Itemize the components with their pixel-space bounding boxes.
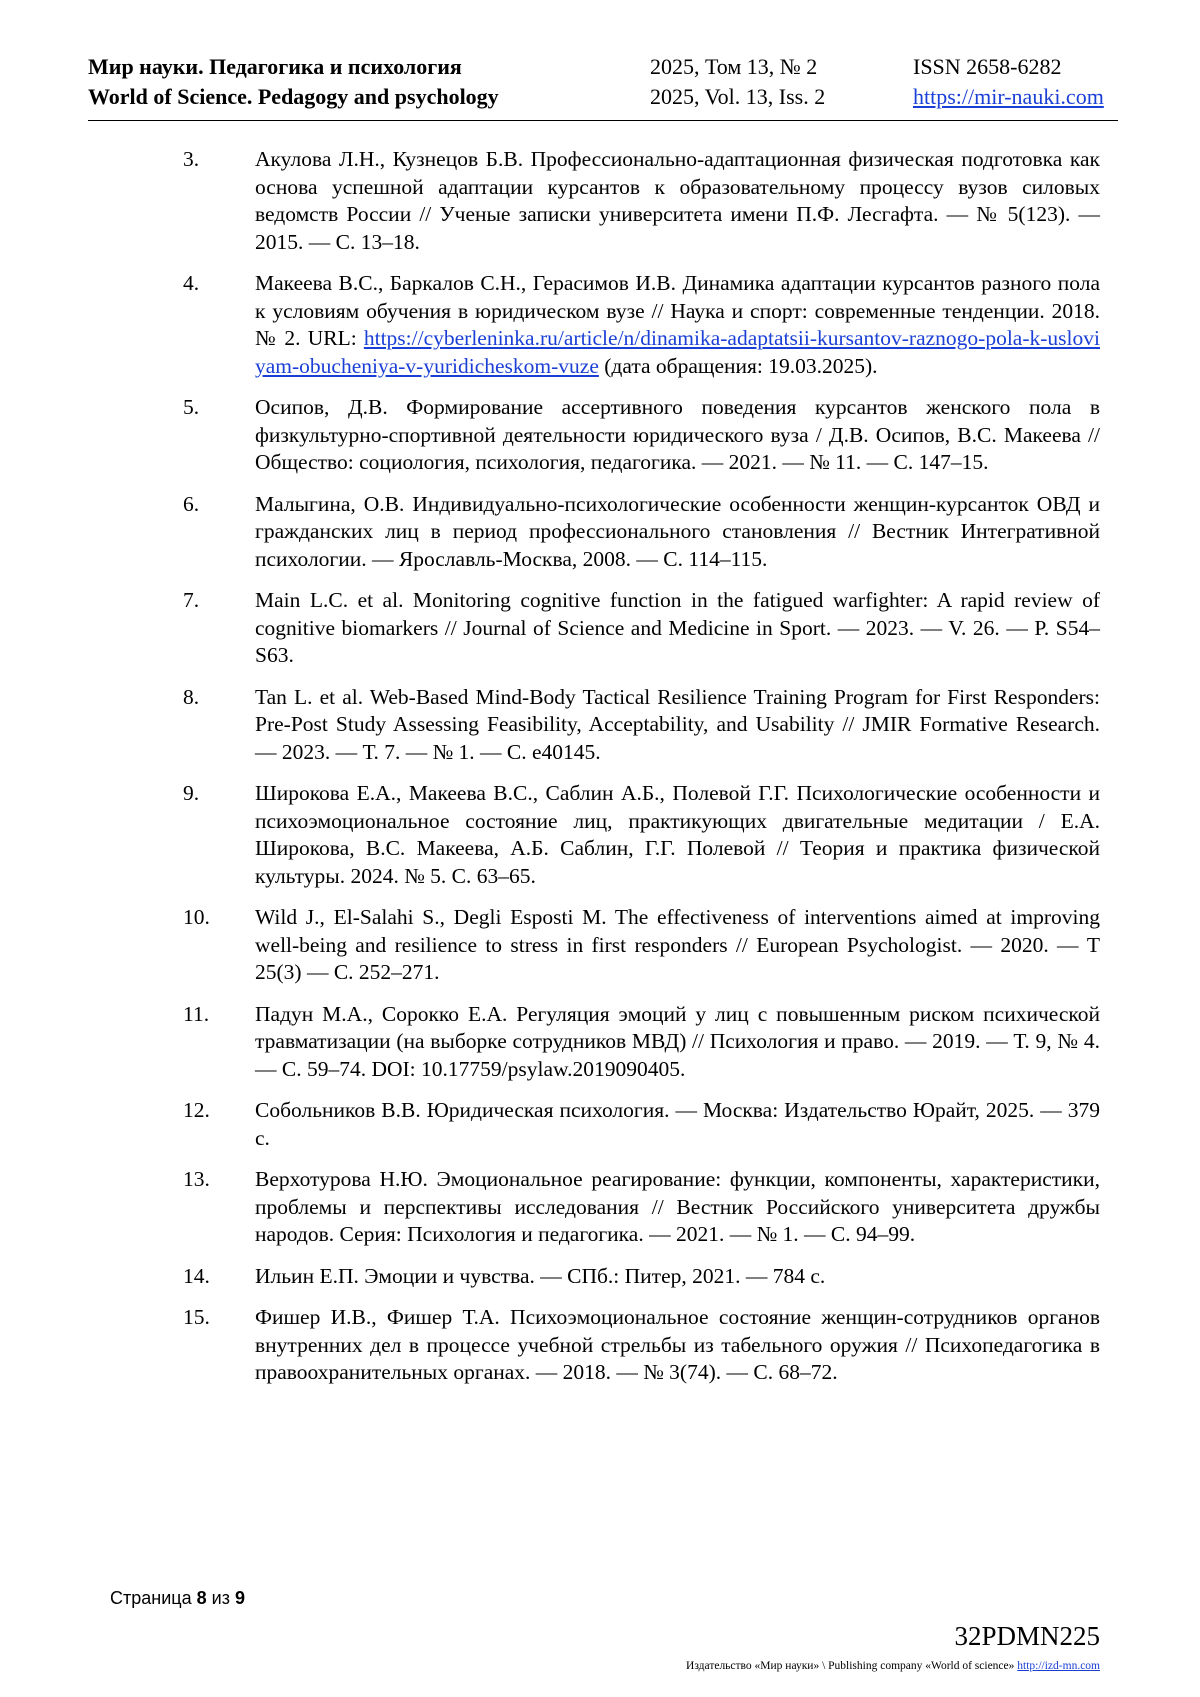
reference-item <box>183 1166 1100 1249</box>
reference-number: 9. <box>183 781 200 805</box>
issn-block <box>913 52 1104 112</box>
reference-number: 13. <box>183 1167 210 1191</box>
journal-site-link[interactable]: https://mir-nauki.com <box>913 84 1104 109</box>
reference-number: 7. <box>183 588 200 612</box>
reference-url-link[interactable]: https://cyberleninka.ru/article/n/dinamika-adaptatsii-kursantov-raznogo-pola-k-usloviyam-obucheniya-v-yuridicheskom-vuze <box>255 326 1100 378</box>
reference-text: Малыгина, О.В. Индивидуально-психологические особенности женщин-курсанток ОВД и гражданских лиц в период профессионального становления // Вестник Интегративной психологии. — Ярославль-Москва, 2008. — С. 114–115. <box>255 491 1100 571</box>
reference-item <box>183 684 1100 767</box>
reference-item <box>183 491 1100 574</box>
reference-item <box>183 146 1100 256</box>
reference-text: Верхотурова Н.Ю. Эмоциональное реагирование: функции, компоненты, характеристики, проблемы и перспективы исследования // Вестник Российского университета дружбы народов. Серия: Психология и педагогика. — 2021. — № 1. — С. 94–99. <box>255 1167 1100 1246</box>
journal-title-block <box>88 52 499 112</box>
reference-item <box>183 270 1100 380</box>
journal-title-ru: Мир науки. Педагогика и психология <box>88 54 462 79</box>
page-counter <box>110 1588 245 1609</box>
reference-number: 5. <box>183 395 200 419</box>
reference-number: 11. <box>183 1001 210 1026</box>
reference-text: Tan L. et al. Web-Based Mind-Body Tactical Resilience Training Program for First Responders: Pre-Post Study Assessing Feasibility, Acceptability, and Usability // JMIR Formative Research. — 2023. — Т. 7. — № 1. — С. e40145. <box>255 684 1100 764</box>
reference-text: Ильин Е.П. Эмоции и чувства. — СПб.: Питер, 2021. — 784 с. <box>255 1263 826 1288</box>
reference-item <box>183 1097 1100 1152</box>
reference-text: Собольников В.В. Юридическая психология. — Москва: Издательство Юрайт, 2025. — 379 с. <box>255 1098 1100 1150</box>
reference-text: Осипов, Д.В. Формирование ассертивного поведения курсантов женского пола в физкультурно-спортивной деятельности юридического вуза / Д.В. Осипов, В.С. Макеева // Общество: социология, психология, педагогика. — 2021. — № 11. — С. 147–15. <box>255 395 1100 474</box>
page-counter-prefix: Страница <box>110 1588 192 1608</box>
publisher-text: Издательство «Мир науки» \ Publishing company «World of science» <box>686 1660 1015 1672</box>
reference-number: 4. <box>183 271 200 295</box>
article-code: 32PDMN225 <box>954 1621 1100 1651</box>
reference-text: Main L.C. et al. Monitoring cognitive function in the fatigued warfighter: A rapid review of cognitive biomarkers // Journal of Science and Medicine in Sport. — 2023. — V. 26. — P. S54–S63. <box>255 588 1100 667</box>
page-counter-separator: из <box>211 1588 230 1608</box>
volume-ru: 2025, Том 13, № 2 <box>650 54 818 79</box>
page-header <box>88 52 1118 121</box>
reference-item <box>183 394 1100 477</box>
volume-en: 2025, Vol. 13, Iss. 2 <box>650 84 826 109</box>
reference-text: Фишер И.В., Фишер Т.А. Психоэмоциональное состояние женщин-сотрудников органов внутренних дел в процессе учебной стрельбы из табельного оружия // Психопедагогика в правоохранительных органах. — 2018. — № 3(74). — С. 68–72. <box>255 1305 1100 1384</box>
reference-number: 10. <box>183 905 210 929</box>
reference-text: Акулова Л.Н., Кузнецов Б.В. Профессионально-адаптационная физическая подготовка как основа успешной адаптации курсантов к образовательному процессу вузов силовых ведомств России // Ученые записки университета имени П.Ф. Лесгафта. — № 5(123). — 2015. — С. 13–18. <box>255 147 1100 254</box>
page-total: 9 <box>234 1588 245 1608</box>
publisher-link[interactable]: http://izd-mn.com <box>1017 1660 1100 1672</box>
reference-text-tail: (дата обращения: 19.03.2025). <box>598 353 878 378</box>
reference-text: Широкова Е.А., Макеева В.С., Саблин А.Б., Полевой Г.Г. Психологические особенности и психоэмоциональное состояние лиц, практикующих двигательные медитации / Е.А. Широкова, В.С. Макеева, А.Б. Саблин, Г.Г. Полевой // Теория и практика физической культуры. 2024. № 5. С. 63–65. <box>255 781 1100 888</box>
journal-title-en: World of Science. Pedagogy and psychology <box>88 84 499 109</box>
publisher-line <box>686 1660 1100 1672</box>
issn: ISSN 2658-6282 <box>913 54 1062 79</box>
volume-info-block <box>650 52 825 112</box>
reference-number: 12. <box>183 1098 210 1122</box>
reference-number: 6. <box>183 491 200 516</box>
reference-text: Wild J., El-Salahi S., Degli Esposti M. The effectiveness of interventions aimed at improving well-being and resilience to stress in first responders // European Psychologist. — 2020. — Т 25(3) — С. 252–271. <box>255 905 1100 984</box>
reference-item <box>183 904 1100 987</box>
reference-number: 14. <box>183 1263 210 1288</box>
references-list <box>183 146 1100 1401</box>
reference-number: 3. <box>183 147 200 171</box>
reference-text: Падун М.А., Сорокко Е.А. Регуляция эмоций у лиц с повышенным риском психической травматизации (на выборке сотрудников МВД) // Психология и право. — 2019. — Т. 9, № 4. — С. 59–74. DOI: 10.17759/psylaw.2019090405. <box>255 1001 1100 1081</box>
reference-item <box>183 1263 1100 1291</box>
reference-number: 15. <box>183 1305 210 1329</box>
reference-text-container <box>255 270 1100 380</box>
reference-item <box>183 1001 1100 1084</box>
reference-item <box>183 780 1100 890</box>
reference-item <box>183 1304 1100 1387</box>
page-current: 8 <box>196 1588 207 1608</box>
reference-item <box>183 587 1100 670</box>
reference-text: Макеева В.С., Баркалов С.Н., Герасимов И.В. Динамика адаптации курсантов разного пола к условиям обучения в юридическом вузе // Наука и спорт: современные тенденции. 2018. № 2. URL: <box>255 271 1100 350</box>
reference-number: 8. <box>183 684 200 709</box>
